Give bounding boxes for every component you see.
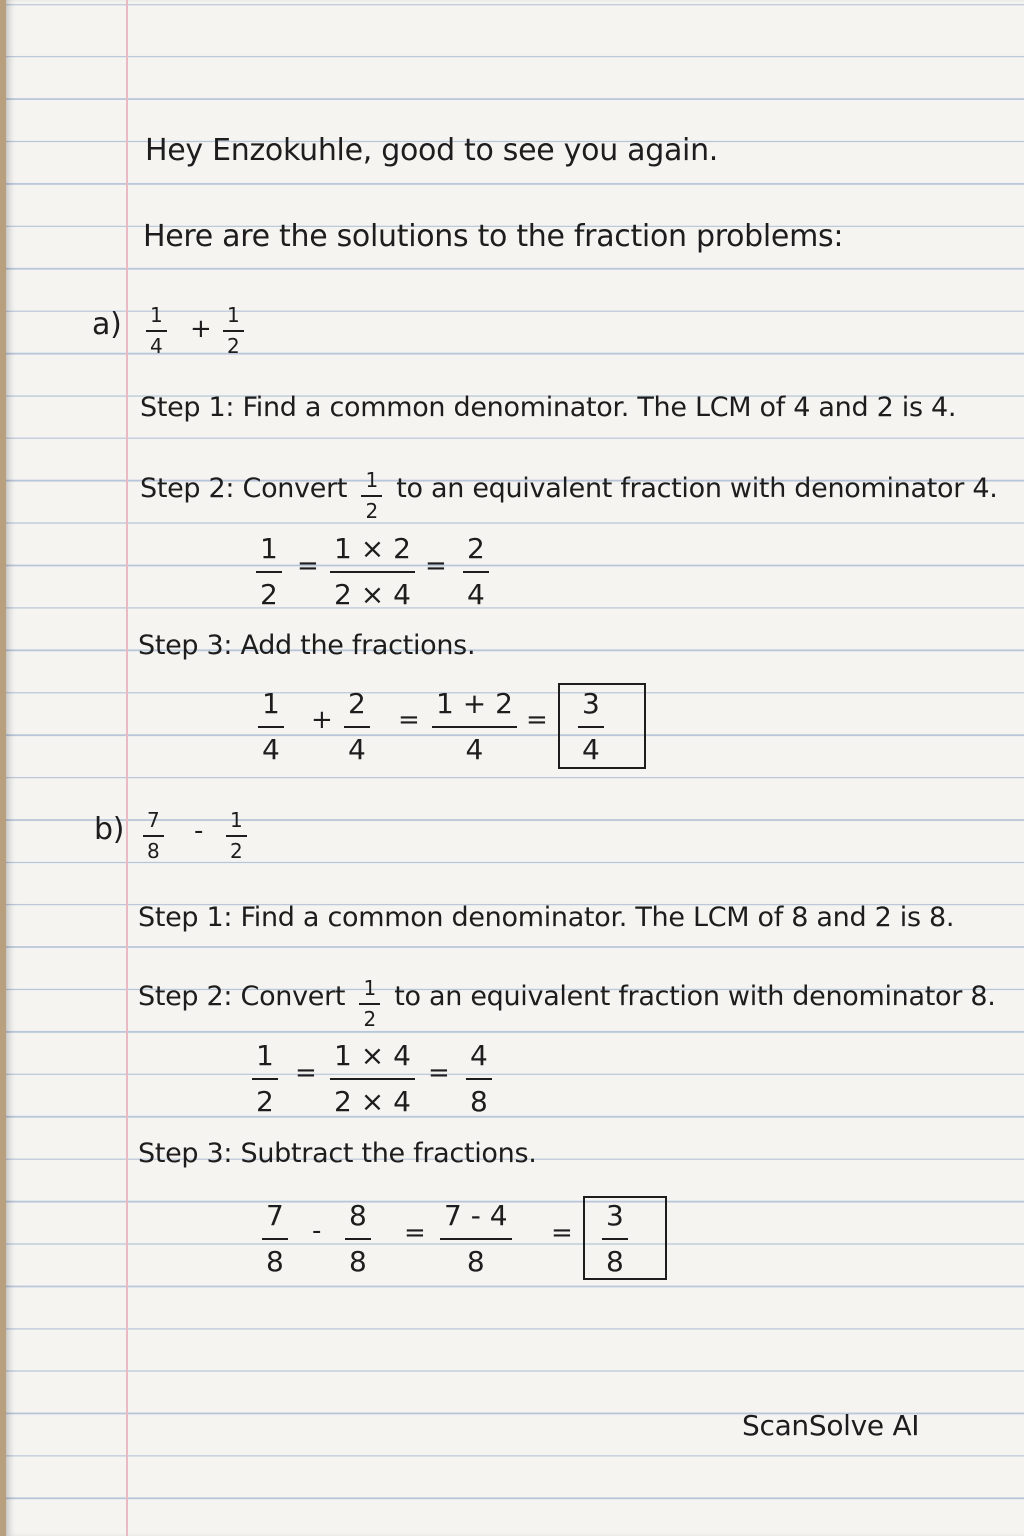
fraction-bar	[344, 726, 370, 728]
denominator: 4	[348, 733, 366, 766]
part-a-problem-fraction-2	[223, 305, 244, 356]
denominator: 8	[466, 1245, 485, 1278]
part-b-step-2	[138, 972, 996, 1031]
numerator: 1	[262, 687, 280, 720]
fraction-bar	[440, 1238, 512, 1240]
greeting-line: Hey Enzokuhle, good to see you again.	[145, 133, 719, 168]
denominator: 2	[230, 839, 243, 863]
fraction-bar	[258, 726, 284, 728]
denominator: 2	[365, 499, 378, 523]
fraction-bar	[226, 835, 247, 837]
numerator: 1	[260, 532, 278, 565]
numerator: 1	[150, 303, 163, 327]
step-2-suffix: to an equivalent fraction with denominator 4.	[396, 473, 998, 504]
numerator: 2	[348, 687, 366, 720]
numerator: 7	[147, 808, 160, 832]
numerator: 1	[230, 808, 243, 832]
part-b-problem-fraction-2	[226, 810, 247, 861]
part-a-result-fraction-3	[432, 687, 517, 766]
numerator: 2	[467, 532, 485, 565]
step-2-fraction	[361, 470, 381, 521]
intro-line: Here are the solutions to the fraction problems:	[143, 219, 844, 254]
numerator: 1	[363, 976, 376, 1000]
part-b-label: b)	[94, 812, 125, 847]
part-b-result-fraction-3	[440, 1199, 512, 1278]
fraction-bar	[602, 1238, 628, 1240]
denominator: 8	[266, 1245, 284, 1278]
numerator: 3	[606, 1199, 624, 1232]
numerator: 3	[582, 687, 600, 720]
fraction-bar	[252, 1078, 278, 1080]
part-a-step-2	[140, 464, 998, 523]
fraction-bar	[578, 726, 604, 728]
fraction-bar	[466, 1078, 492, 1080]
fraction-bar	[361, 495, 381, 497]
numerator: 1	[365, 468, 378, 492]
denominator: 4	[467, 578, 485, 611]
part-b-problem-operator: -	[194, 816, 204, 846]
equals-sign: =	[551, 1218, 573, 1248]
equals-sign: =	[297, 551, 319, 581]
part-b-problem-fraction-1	[143, 810, 164, 861]
part-a-result-fraction-2	[344, 687, 370, 766]
part-b-step-1: Step 1: Find a common denominator. The LCM of 8 and 2 is 8.	[138, 902, 955, 933]
equals-sign: =	[526, 705, 548, 735]
numerator: 7	[266, 1199, 284, 1232]
plus-sign: +	[311, 705, 333, 735]
part-a-step-1: Step 1: Find a common denominator. The LCM of 4 and 2 is 4.	[140, 392, 957, 423]
fraction-bar	[143, 835, 164, 837]
fraction-bar	[432, 726, 517, 728]
numerator: 4	[470, 1039, 488, 1072]
equals-sign: =	[404, 1218, 426, 1248]
denominator: 8	[606, 1245, 624, 1278]
fraction-bar	[359, 1003, 379, 1005]
denominator: 8	[470, 1085, 488, 1118]
equals-sign: =	[295, 1058, 317, 1088]
numerator: 7 - 4	[444, 1199, 508, 1232]
numerator: 1 + 2	[436, 687, 513, 720]
fraction-bar	[256, 571, 282, 573]
denominator: 2	[260, 578, 278, 611]
part-b-answer-fraction	[602, 1199, 628, 1278]
equals-sign: =	[425, 551, 447, 581]
equals-sign: =	[398, 705, 420, 735]
part-b-convert-fraction-2	[330, 1039, 415, 1118]
part-a-answer-fraction	[578, 687, 604, 766]
part-b-result-fraction-2	[345, 1199, 371, 1278]
part-a-step-3: Step 3: Add the fractions.	[138, 630, 476, 661]
part-a-label: a)	[92, 307, 122, 342]
fraction-bar	[345, 1238, 371, 1240]
denominator: 2 × 4	[334, 1085, 411, 1118]
denominator: 8	[349, 1245, 367, 1278]
fraction-bar	[463, 571, 489, 573]
fraction-bar	[330, 1078, 415, 1080]
part-a-result-fraction-1	[258, 687, 284, 766]
step-2-prefix: Step 2: Convert	[138, 981, 346, 1012]
denominator: 2	[363, 1007, 376, 1031]
denominator: 2 × 4	[334, 578, 411, 611]
numerator: 1	[227, 303, 240, 327]
denominator: 4	[465, 733, 484, 766]
fraction-bar	[223, 330, 244, 332]
part-a-convert-fraction-2	[330, 532, 415, 611]
fraction-bar	[330, 571, 415, 573]
numerator: 1	[256, 1039, 274, 1072]
step-2-suffix: to an equivalent fraction with denominator 8.	[394, 981, 996, 1012]
denominator: 2	[256, 1085, 274, 1118]
numerator: 8	[349, 1199, 367, 1232]
part-b-convert-fraction-3	[466, 1039, 492, 1118]
part-b-result-fraction-1	[262, 1199, 288, 1278]
denominator: 4	[582, 733, 600, 766]
part-a-convert-fraction-3	[463, 532, 489, 611]
part-a-convert-fraction-1	[256, 532, 282, 611]
denominator: 4	[262, 733, 280, 766]
minus-sign: -	[312, 1216, 322, 1246]
numerator: 1 × 2	[334, 532, 411, 565]
denominator: 4	[150, 334, 163, 358]
fraction-bar	[146, 330, 167, 332]
fraction-bar	[262, 1238, 288, 1240]
part-b-step-3: Step 3: Subtract the fractions.	[138, 1138, 537, 1169]
numerator: 1 × 4	[334, 1039, 411, 1072]
denominator: 8	[147, 839, 160, 863]
part-a-problem-operator: +	[190, 314, 212, 344]
part-b-convert-fraction-1	[252, 1039, 278, 1118]
step-2-fraction	[359, 978, 379, 1029]
step-2-prefix: Step 2: Convert	[140, 473, 348, 504]
denominator: 2	[227, 334, 240, 358]
margin-line	[126, 0, 128, 1536]
signature: ScanSolve AI	[742, 1409, 920, 1442]
part-a-problem-fraction-1	[146, 305, 167, 356]
equals-sign: =	[428, 1058, 450, 1088]
